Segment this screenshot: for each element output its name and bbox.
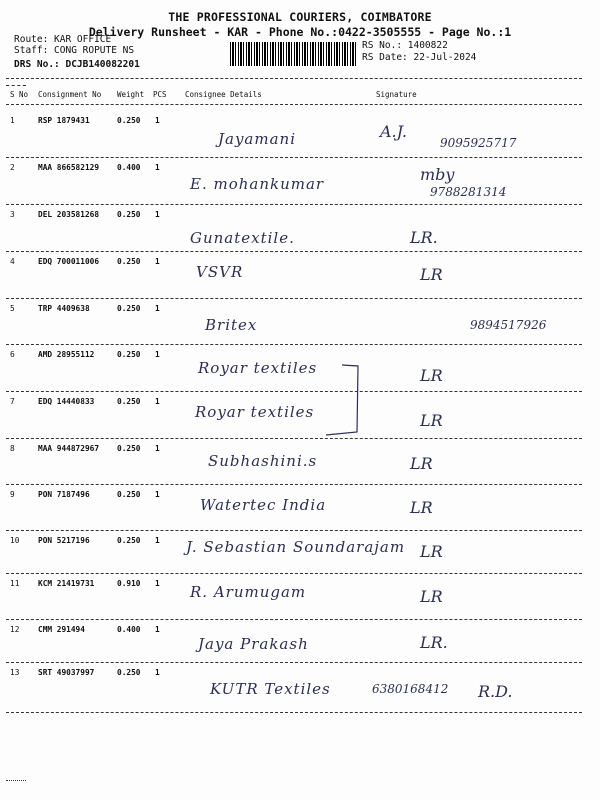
- rs-number: RS No.: 1400822: [362, 40, 448, 51]
- row-sno: 12: [10, 625, 20, 634]
- row-consignment-no: KCM 21419731: [38, 579, 95, 588]
- row-consignee: Royar textiles: [198, 359, 318, 377]
- row-sno: 6: [10, 350, 15, 359]
- row-consignee: KUTR Textiles: [210, 680, 331, 698]
- row-divider: [6, 619, 582, 620]
- row-consignee: Watertec India: [200, 496, 327, 514]
- staff-label: Staff: CONG ROPUTE NS: [14, 45, 135, 56]
- row-consignment-no: MAA 944872967: [38, 444, 100, 453]
- col-consignee: Consignee Details: [185, 90, 262, 99]
- col-pcs: PCS: [153, 90, 167, 99]
- row-weight: 0.250: [117, 116, 141, 125]
- row-signature: LR: [420, 542, 443, 561]
- row-consignment-no: AMD 28955112: [38, 350, 95, 359]
- row-consignee: R. Arumugam: [190, 583, 307, 601]
- row-sno: 3: [10, 210, 15, 219]
- bracket-mark: [320, 360, 370, 440]
- row-divider: [6, 712, 582, 713]
- row-signature-note: 9788281314: [430, 185, 507, 199]
- row-sno: 2: [10, 163, 15, 172]
- row-pcs: 1: [155, 397, 160, 406]
- row-consignment-no: PON 5217196: [38, 536, 90, 545]
- row-signature-note: 6380168412: [372, 682, 449, 696]
- col-consignment: Consignment No: [38, 90, 102, 99]
- header-rule-bottom: [6, 104, 582, 105]
- row-sno: 8: [10, 444, 15, 453]
- row-sno: 9: [10, 490, 15, 499]
- row-consignment-no: CMM 291494: [38, 625, 85, 634]
- row-pcs: 1: [155, 444, 160, 453]
- runsheet-title: Delivery Runsheet - KAR - Phone No.:0422-3505555 - Page No.:1: [88, 25, 512, 39]
- row-divider: [6, 530, 582, 531]
- row-divider: [6, 662, 582, 663]
- row-weight: 0.250: [117, 444, 141, 453]
- row-divider: [6, 573, 582, 574]
- row-signature: LR: [420, 366, 443, 385]
- row-sno: 11: [10, 579, 20, 588]
- row-signature: R.D.: [478, 682, 513, 701]
- row-consignment-no: EDQ 14440833: [38, 397, 95, 406]
- rs-date: RS Date: 22-Jul-2024: [362, 52, 477, 63]
- row-weight: 0.250: [117, 210, 141, 219]
- drs-number: DRS No.: DCJB140082201: [14, 59, 140, 70]
- row-sno: 10: [10, 536, 20, 545]
- company-title: THE PROFESSIONAL COURIERS, COIMBATORE: [168, 10, 432, 24]
- row-signature: LR: [410, 454, 433, 473]
- row-consignee: Gunatextile.: [190, 229, 295, 247]
- row-pcs: 1: [155, 210, 160, 219]
- route-label: Route: KAR OFFICE: [14, 34, 112, 45]
- row-weight: 0.250: [117, 668, 141, 677]
- row-consignment-no: DEL 203581268: [38, 210, 100, 219]
- row-signature: LR.: [410, 228, 438, 247]
- row-sno: 5: [10, 304, 15, 313]
- row-weight: 0.250: [117, 397, 141, 406]
- row-divider: [6, 157, 582, 158]
- row-divider: [6, 251, 582, 252]
- row-consignment-no: MAA 866582129: [38, 163, 100, 172]
- row-signature-note: 9095925717: [440, 136, 517, 150]
- row-pcs: 1: [155, 668, 160, 677]
- row-sno: 13: [10, 668, 20, 677]
- row-divider: [6, 204, 582, 205]
- row-signature-note: 9894517926: [470, 318, 547, 332]
- row-divider: [6, 344, 582, 345]
- row-weight: 0.250: [117, 304, 141, 313]
- row-pcs: 1: [155, 350, 160, 359]
- row-signature: LR: [420, 265, 443, 284]
- row-pcs: 1: [155, 536, 160, 545]
- row-pcs: 1: [155, 490, 160, 499]
- footer-dot: [6, 780, 26, 781]
- row-consignee: Britex: [205, 316, 258, 334]
- row-sno: 1: [10, 116, 15, 125]
- col-signature: Signature: [376, 90, 417, 99]
- row-signature: LR: [420, 587, 443, 606]
- row-consignment-no: PON 7187496: [38, 490, 90, 499]
- row-consignee: Jayamani: [218, 130, 296, 148]
- row-sno: 4: [10, 257, 15, 266]
- row-pcs: 1: [155, 304, 160, 313]
- row-sno: 7: [10, 397, 15, 406]
- row-consignee: J. Sebastian Soundarajam: [186, 538, 406, 556]
- row-pcs: 1: [155, 116, 160, 125]
- row-weight: 0.250: [117, 536, 141, 545]
- row-divider: [6, 391, 582, 392]
- row-divider: [6, 484, 582, 485]
- row-consignment-no: RSP 1879431: [38, 116, 90, 125]
- row-signature: A.J.: [380, 122, 407, 141]
- row-consignment-no: TRP 4409638: [38, 304, 90, 313]
- row-pcs: 1: [155, 579, 160, 588]
- row-divider: [6, 438, 582, 439]
- row-weight: 0.250: [117, 257, 141, 266]
- row-weight: 0.910: [117, 579, 141, 588]
- barcode: [230, 42, 356, 66]
- row-consignment-no: SRT 49037997: [38, 668, 95, 677]
- row-consignee: E. mohankumar: [190, 175, 325, 193]
- row-signature: mby: [420, 165, 455, 184]
- row-pcs: 1: [155, 625, 160, 634]
- row-consignee: Jaya Prakash: [198, 635, 309, 653]
- header-rule-short: [6, 85, 26, 86]
- col-sno: S No: [10, 90, 29, 99]
- row-pcs: 1: [155, 163, 160, 172]
- row-consignee: Subhashini.s: [208, 452, 318, 470]
- col-weight: Weight: [117, 90, 145, 99]
- row-signature: LR: [410, 498, 433, 517]
- row-consignee: Royar textiles: [195, 403, 315, 421]
- row-weight: 0.250: [117, 490, 141, 499]
- row-consignee: VSVR: [196, 263, 244, 281]
- row-pcs: 1: [155, 257, 160, 266]
- row-signature: LR: [420, 411, 443, 430]
- row-signature: LR.: [420, 633, 448, 652]
- header-rule-top: [6, 78, 582, 79]
- row-divider: [6, 298, 582, 299]
- row-weight: 0.400: [117, 625, 141, 634]
- row-weight: 0.250: [117, 350, 141, 359]
- row-weight: 0.400: [117, 163, 141, 172]
- row-consignment-no: EDQ 700011006: [38, 257, 100, 266]
